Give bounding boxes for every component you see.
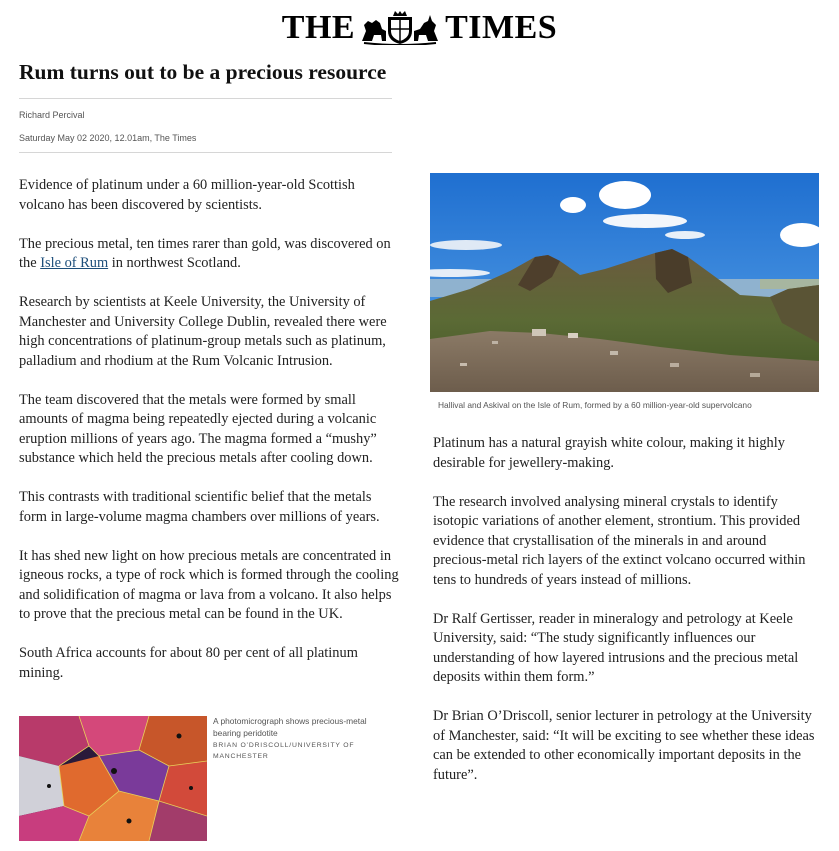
byline-dateline: Saturday May 02 2020, 12.01am, The Times [19, 133, 197, 143]
paragraph: Research by scientists at Keele University, the University of Manchester and University College Dublin, revealed there were high concentrations of platinum-group metals such as platinum, palladium and rhodium at the Rum Volcanic Intrusion. [19, 294, 387, 369]
paragraph: Dr Ralf Gertisser, reader in mineralogy and petrology at Keele University, said: “The study significantly influences our understanding of how layered intrusions and the precious metal deposits within them form.” [433, 610, 799, 685]
paragraph: South Africa accounts for about 80 per cent of all platinum mining. [19, 645, 358, 681]
article-headline: Rum turns out to be a precious resource [19, 60, 387, 84]
paragraph-text: The precious metal, ten times rarer than gold, was discovered on the [19, 235, 391, 271]
paragraph: The team discovered that the metals were formed by small amounts of magma being repeatedly ejected during a volcanic eruption millions of years ago. The magma formed a “mushy” substance which held the precious metals after cooling down. [19, 391, 377, 466]
masthead-times: TIMES [445, 9, 558, 46]
micro-image-caption [213, 715, 373, 762]
article-body-right [433, 434, 823, 805]
divider [19, 152, 392, 153]
royal-crest-icon [358, 11, 442, 45]
paragraph: It has shed new light on how precious metals are concentrated in igneous rocks, a type of rock which is formed through the cooling and solidification of magma or lava from a volcano. It also helps to prove that the precious metal can be found in the UK. [19, 547, 399, 622]
photo-credit: BRIAN O’DRISCOLL/UNIVERSITY OF MANCHESTER [213, 742, 355, 760]
paragraph-text: in northwest Scotland. [108, 255, 241, 271]
mountain-photo[interactable] [430, 173, 819, 392]
paragraph: Evidence of platinum under a 60 million-year-old Scottish volcano has been discovered by scientists. [19, 177, 355, 213]
masthead-the: THE [281, 9, 356, 46]
paragraph [19, 235, 399, 274]
main-image-caption: Hallival and Askival on the Isle of Rum, formed by a 60 million-year-old supervolcano [438, 400, 752, 410]
isle-of-rum-link[interactable]: Isle of Rum [40, 255, 109, 271]
photomicrograph-image[interactable] [19, 716, 207, 841]
divider [19, 98, 392, 99]
paragraph: Dr Brian O’Driscoll, senior lecturer in petrology at the University of Manchester, said: “It will be exciting to see whether these ideas can be extended to other economically important deposits in the future”. [433, 708, 815, 783]
caption-text: A photomicrograph shows precious-metal bearing peridotite [213, 716, 367, 738]
paragraph: Platinum has a natural grayish white colour, making it highly desirable for jewellery-making. [433, 435, 785, 471]
paragraph: This contrasts with traditional scientific belief that the metals form in large-volume magma chambers over millions of years. [19, 489, 380, 525]
paragraph: The research involved analysing mineral crystals to identify isotopic variations of another element, strontium. This provided evidence that crystallisation of the minerals in and around precious-metal rich layers of the extinct volcano occurred within tens to hundreds of years instead of millions. [433, 493, 806, 588]
masthead-logo[interactable] [0, 8, 839, 48]
byline-author[interactable]: Richard Percival [19, 110, 85, 120]
article-body-left [19, 176, 399, 703]
